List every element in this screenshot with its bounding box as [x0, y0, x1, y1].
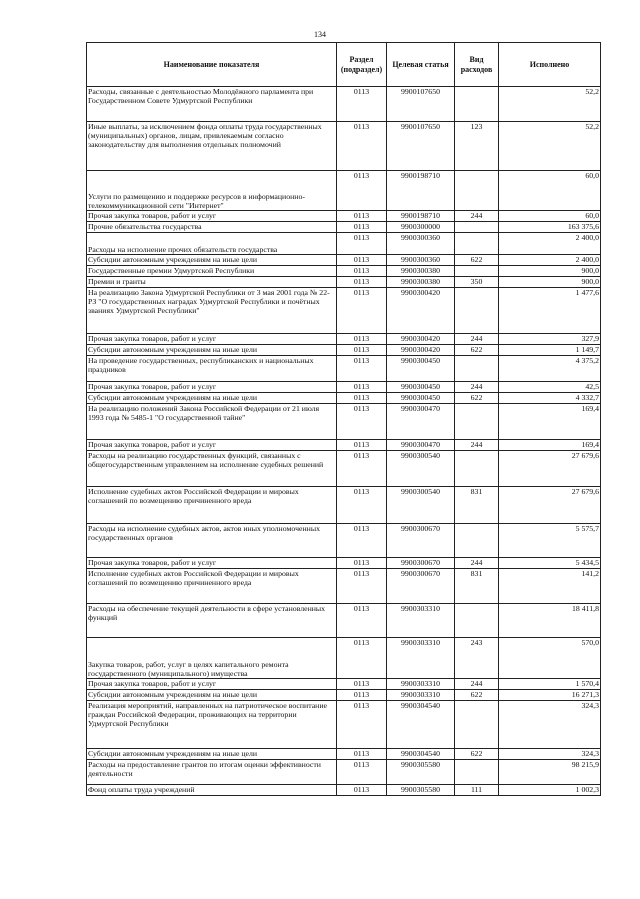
row-name-cell: Расходы, связанные с деятельностью Молодёжного парламента при Государственном Совете Удмуртской Республики [87, 87, 337, 122]
table-row [87, 487, 601, 524]
row-section-cell: 0113 [337, 356, 387, 382]
row-target-cell: 9900303310 [387, 679, 455, 690]
row-expense-type-cell [455, 604, 499, 638]
row-target-cell: 9900300420 [387, 334, 455, 345]
table-row [87, 334, 601, 345]
row-section-cell: 0113 [337, 288, 387, 334]
row-section-cell: 0113 [337, 524, 387, 558]
row-section-cell: 0113 [337, 87, 387, 122]
row-expense-type-cell: 622 [455, 749, 499, 760]
table-row [87, 122, 601, 171]
row-expense-type-cell: 831 [455, 487, 499, 524]
row-name-cell: Прочая закупка товаров, работ и услуг [87, 334, 337, 345]
row-section-cell: 0113 [337, 255, 387, 266]
row-target-cell: 9900300450 [387, 356, 455, 382]
row-name-cell: Прочие обязательства государства [87, 222, 337, 233]
row-section-cell: 0113 [337, 569, 387, 604]
table-row [87, 255, 601, 266]
row-name-cell: Исполнение судебных актов Российской Федерации и мировых соглашений по возмещению причиненного вреда [87, 487, 337, 524]
row-expense-type-cell: 243 [455, 638, 499, 679]
table-row [87, 171, 601, 211]
row-target-cell: 9900300540 [387, 487, 455, 524]
row-name-cell: Прочая закупка товаров, работ и услуг [87, 382, 337, 393]
row-name-cell: На реализацию Закона Удмуртской Республики от 3 мая 2001 года № 22-РЗ "О государственных наградах Удмуртской Республики и почётных званиях Удмуртской Республики" [87, 288, 337, 334]
row-section-cell: 0113 [337, 749, 387, 760]
row-section-cell: 0113 [337, 404, 387, 440]
row-name-cell: Прочая закупка товаров, работ и услуг [87, 211, 337, 222]
header-section: Раздел (подраздел) [337, 43, 387, 87]
row-expense-type-cell: 123 [455, 122, 499, 171]
row-expense-type-cell: 831 [455, 569, 499, 604]
row-name-cell: Расходы на обеспечение текущей деятельности в сфере установленных функций [87, 604, 337, 638]
row-amount-cell: 52,2 [499, 87, 601, 122]
row-expense-type-cell [455, 171, 499, 211]
row-section-cell: 0113 [337, 785, 387, 796]
row-target-cell: 9900300420 [387, 345, 455, 356]
row-amount-cell: 900,0 [499, 266, 601, 277]
row-section-cell: 0113 [337, 690, 387, 701]
row-target-cell: 9900300450 [387, 393, 455, 404]
row-section-cell: 0113 [337, 266, 387, 277]
row-target-cell: 9900300360 [387, 255, 455, 266]
row-expense-type-cell [455, 451, 499, 487]
table-row [87, 701, 601, 749]
row-section-cell: 0113 [337, 334, 387, 345]
row-amount-cell: 1 570,4 [499, 679, 601, 690]
table-row [87, 604, 601, 638]
row-amount-cell: 5 434,5 [499, 558, 601, 569]
row-target-cell: 9900303310 [387, 604, 455, 638]
row-amount-cell: 4 375,2 [499, 356, 601, 382]
row-name-cell: Услуги по размещению и поддержке ресурсов в информационно-телекоммуникационной сети "Интернет" [87, 171, 337, 211]
row-name-cell: Премии и гранты [87, 277, 337, 288]
table-row [87, 749, 601, 760]
row-target-cell: 9900300670 [387, 569, 455, 604]
table-row [87, 345, 601, 356]
row-amount-cell: 42,5 [499, 382, 601, 393]
row-target-cell: 9900300000 [387, 222, 455, 233]
table-row [87, 785, 601, 796]
row-amount-cell: 27 679,6 [499, 451, 601, 487]
row-section-cell: 0113 [337, 382, 387, 393]
row-amount-cell: 327,9 [499, 334, 601, 345]
row-target-cell: 9900300670 [387, 558, 455, 569]
row-target-cell: 9900305580 [387, 760, 455, 785]
row-amount-cell: 2 400,0 [499, 255, 601, 266]
table-row [87, 211, 601, 222]
row-expense-type-cell [455, 524, 499, 558]
row-amount-cell: 169,4 [499, 440, 601, 451]
table-row [87, 690, 601, 701]
row-amount-cell: 1 477,6 [499, 288, 601, 334]
row-name-cell: Субсидии автономным учреждениям на иные цели [87, 690, 337, 701]
row-expense-type-cell: 244 [455, 679, 499, 690]
header-expense-type: Вид расходов [455, 43, 499, 87]
row-name-cell: Реализация мероприятий, направленных на патриотическое воспитание граждан Российской Федерации, проживающих на территории Удмуртской Республики [87, 701, 337, 749]
row-target-cell: 9900300420 [387, 288, 455, 334]
row-expense-type-cell: 622 [455, 393, 499, 404]
row-section-cell: 0113 [337, 679, 387, 690]
header-executed: Исполнено [499, 43, 601, 87]
row-section-cell: 0113 [337, 487, 387, 524]
row-section-cell: 0113 [337, 440, 387, 451]
row-section-cell: 0113 [337, 171, 387, 211]
row-name-cell: На проведение государственных, республиканских и национальных праздников [87, 356, 337, 382]
row-section-cell: 0113 [337, 122, 387, 171]
row-amount-cell: 60,0 [499, 211, 601, 222]
row-target-cell: 9900300470 [387, 440, 455, 451]
row-target-cell: 9900300450 [387, 382, 455, 393]
table-row [87, 233, 601, 255]
row-expense-type-cell: 350 [455, 277, 499, 288]
table-row [87, 266, 601, 277]
row-expense-type-cell [455, 266, 499, 277]
row-section-cell: 0113 [337, 451, 387, 487]
row-section-cell: 0113 [337, 393, 387, 404]
row-expense-type-cell: 111 [455, 785, 499, 796]
row-section-cell: 0113 [337, 701, 387, 749]
row-target-cell: 9900107650 [387, 122, 455, 171]
row-amount-cell: 1 002,3 [499, 785, 601, 796]
row-amount-cell: 27 679,6 [499, 487, 601, 524]
table-row [87, 404, 601, 440]
row-expense-type-cell: 622 [455, 345, 499, 356]
table-row [87, 760, 601, 785]
row-name-cell: Закупка товаров, работ, услуг в целях капитального ремонта государственного (муниципального) имущества [87, 638, 337, 679]
row-target-cell: 9900303310 [387, 690, 455, 701]
row-amount-cell: 141,2 [499, 569, 601, 604]
row-target-cell: 9900198710 [387, 211, 455, 222]
table-header-row [87, 43, 601, 87]
row-amount-cell: 324,3 [499, 701, 601, 749]
row-section-cell: 0113 [337, 638, 387, 679]
row-expense-type-cell: 244 [455, 211, 499, 222]
page-number: 134 [314, 30, 326, 39]
row-target-cell: 9900300360 [387, 233, 455, 255]
table-row [87, 288, 601, 334]
row-name-cell: На реализацию положений Закона Российской Федерации от 21 июля 1993 года № 5485-1 "О государственной тайне" [87, 404, 337, 440]
table-row [87, 393, 601, 404]
row-section-cell: 0113 [337, 604, 387, 638]
row-expense-type-cell [455, 701, 499, 749]
table-row [87, 451, 601, 487]
header-target-article: Целевая статья [387, 43, 455, 87]
row-section-cell: 0113 [337, 233, 387, 255]
row-expense-type-cell [455, 760, 499, 785]
row-expense-type-cell [455, 356, 499, 382]
row-target-cell: 9900107650 [387, 87, 455, 122]
row-name-cell: Иные выплаты, за исключением фонда оплаты труда государственных (муниципальных) органов, лицам, привлекаемым согласно законодательству для выполнения отдельных полномочий [87, 122, 337, 171]
row-name-cell: Прочая закупка товаров, работ и услуг [87, 558, 337, 569]
table-row [87, 222, 601, 233]
row-amount-cell: 16 271,3 [499, 690, 601, 701]
table-row [87, 277, 601, 288]
row-target-cell: 9900304540 [387, 701, 455, 749]
row-amount-cell: 60,0 [499, 171, 601, 211]
row-name-cell: Субсидии автономным учреждениям на иные цели [87, 749, 337, 760]
table-row [87, 679, 601, 690]
row-amount-cell: 900,0 [499, 277, 601, 288]
row-target-cell: 9900303310 [387, 638, 455, 679]
row-name-cell: Субсидии автономным учреждениям на иные цели [87, 393, 337, 404]
row-section-cell: 0113 [337, 211, 387, 222]
row-amount-cell: 18 411,8 [499, 604, 601, 638]
row-section-cell: 0113 [337, 345, 387, 356]
row-name-cell: Расходы на исполнение прочих обязательств государства [87, 233, 337, 255]
row-expense-type-cell: 244 [455, 440, 499, 451]
row-expense-type-cell [455, 87, 499, 122]
row-expense-type-cell: 622 [455, 255, 499, 266]
table-row [87, 569, 601, 604]
row-expense-type-cell: 244 [455, 334, 499, 345]
row-amount-cell: 5 575,7 [499, 524, 601, 558]
row-name-cell: Субсидии автономным учреждениям на иные цели [87, 345, 337, 356]
row-target-cell: 9900300670 [387, 524, 455, 558]
row-amount-cell: 163 375,6 [499, 222, 601, 233]
row-name-cell: Исполнение судебных актов Российской Федерации и мировых соглашений по возмещению причиненного вреда [87, 569, 337, 604]
row-expense-type-cell [455, 288, 499, 334]
row-name-cell: Государственные премии Удмуртской Республики [87, 266, 337, 277]
budget-execution-table [86, 42, 601, 796]
row-amount-cell: 324,3 [499, 749, 601, 760]
table-row [87, 356, 601, 382]
row-expense-type-cell: 622 [455, 690, 499, 701]
row-section-cell: 0113 [337, 277, 387, 288]
row-expense-type-cell: 244 [455, 382, 499, 393]
row-section-cell: 0113 [337, 222, 387, 233]
table-row [87, 558, 601, 569]
row-section-cell: 0113 [337, 558, 387, 569]
row-name-cell: Прочая закупка товаров, работ и услуг [87, 440, 337, 451]
row-amount-cell: 52,2 [499, 122, 601, 171]
header-indicator-name: Наименование показателя [87, 43, 337, 87]
row-amount-cell: 98 215,9 [499, 760, 601, 785]
row-target-cell: 9900300540 [387, 451, 455, 487]
row-name-cell: Расходы на реализацию государственных функций, связанных с общегосударственным управлением на исполнение судебных решений [87, 451, 337, 487]
row-name-cell: Фонд оплаты труда учреждений [87, 785, 337, 796]
table-row [87, 638, 601, 679]
row-amount-cell: 169,4 [499, 404, 601, 440]
row-target-cell: 9900305580 [387, 785, 455, 796]
table-row [87, 440, 601, 451]
row-name-cell: Расходы на предоставление грантов по итогам оценки эффективности деятельности [87, 760, 337, 785]
row-name-cell: Субсидии автономным учреждениям на иные цели [87, 255, 337, 266]
row-section-cell: 0113 [337, 760, 387, 785]
row-target-cell: 9900300380 [387, 277, 455, 288]
row-target-cell: 9900198710 [387, 171, 455, 211]
row-expense-type-cell: 244 [455, 558, 499, 569]
row-name-cell: Расходы на исполнение судебных актов, актов иных уполномоченных государственных органов [87, 524, 337, 558]
table-row [87, 382, 601, 393]
row-amount-cell: 4 332,7 [499, 393, 601, 404]
row-target-cell: 9900300380 [387, 266, 455, 277]
row-name-cell: Прочая закупка товаров, работ и услуг [87, 679, 337, 690]
row-amount-cell: 570,0 [499, 638, 601, 679]
row-amount-cell: 1 149,7 [499, 345, 601, 356]
row-amount-cell: 2 400,0 [499, 233, 601, 255]
table-row [87, 87, 601, 122]
row-expense-type-cell [455, 233, 499, 255]
row-target-cell: 9900300470 [387, 404, 455, 440]
row-expense-type-cell [455, 404, 499, 440]
row-target-cell: 9900304540 [387, 749, 455, 760]
row-expense-type-cell [455, 222, 499, 233]
table-row [87, 524, 601, 558]
